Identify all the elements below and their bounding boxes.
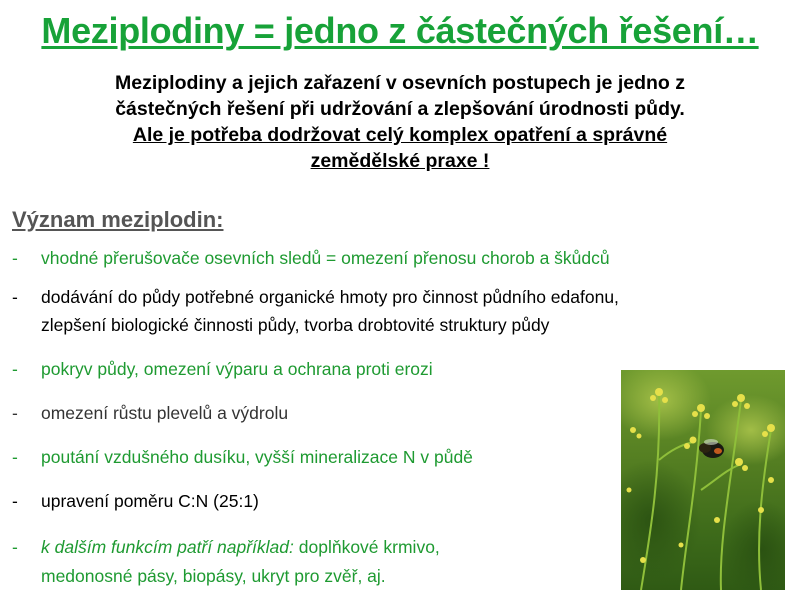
intro-line-1: Meziplodiny a jejich zařazení v osevních postupech je jedno z — [115, 72, 685, 94]
intro-line-4: zemědělské praxe ! — [310, 150, 490, 172]
slide-title: Meziplodiny = jedno z částečných řešení… — [41, 10, 759, 51]
bullet-text: vhodné přerušovače osevních sledů = omezení přenosu chorob a škůdců — [41, 248, 610, 268]
bullet-text-line-1 — [41, 534, 440, 561]
bullet-dash: - — [12, 537, 18, 557]
italic-lead: k dalším funkcím patří například: — [41, 537, 294, 557]
bullet-dash: - — [12, 403, 18, 423]
section-heading: Význam meziplodin: — [12, 207, 224, 232]
bullet-text: pokryv půdy, omezení výparu a ochrana proti erozi — [41, 359, 433, 379]
bullet-text-line-2: zlepšení biologické činnosti půdy, tvorba drobtovité struktury půdy — [41, 315, 550, 335]
bullet-text: poutání vzdušného dusíku, vyšší mineralizace N v půdě — [41, 447, 473, 467]
photo-flowering-plant-with-bee — [621, 370, 785, 590]
bullet-dash: - — [12, 491, 18, 511]
photo-illustration — [621, 370, 785, 590]
bullet-text: omezení růstu plevelů a výdrolu — [41, 403, 289, 423]
bullet-text-rest: doplňkové krmivo, — [293, 537, 440, 557]
bullet-text-line-2: medonosné pásy, biopásy, ukryt pro zvěř, aj. — [41, 566, 386, 586]
bullet-dash: - — [12, 287, 18, 307]
bullet-dash: - — [12, 447, 18, 467]
intro-line-3: Ale je potřeba dodržovat celý komplex opatření a správné — [132, 124, 668, 146]
bullet-dash: - — [12, 359, 18, 379]
intro-line-2: částečných řešení při udržování a zlepšování úrodnosti půdy. — [115, 98, 685, 120]
bullet-text: upravení poměru C:N (25:1) — [41, 491, 259, 511]
bullet-text-line-1: dodávání do půdy potřebné organické hmoty pro činnost půdního edafonu, — [41, 287, 619, 307]
bullet-dash: - — [12, 248, 18, 268]
